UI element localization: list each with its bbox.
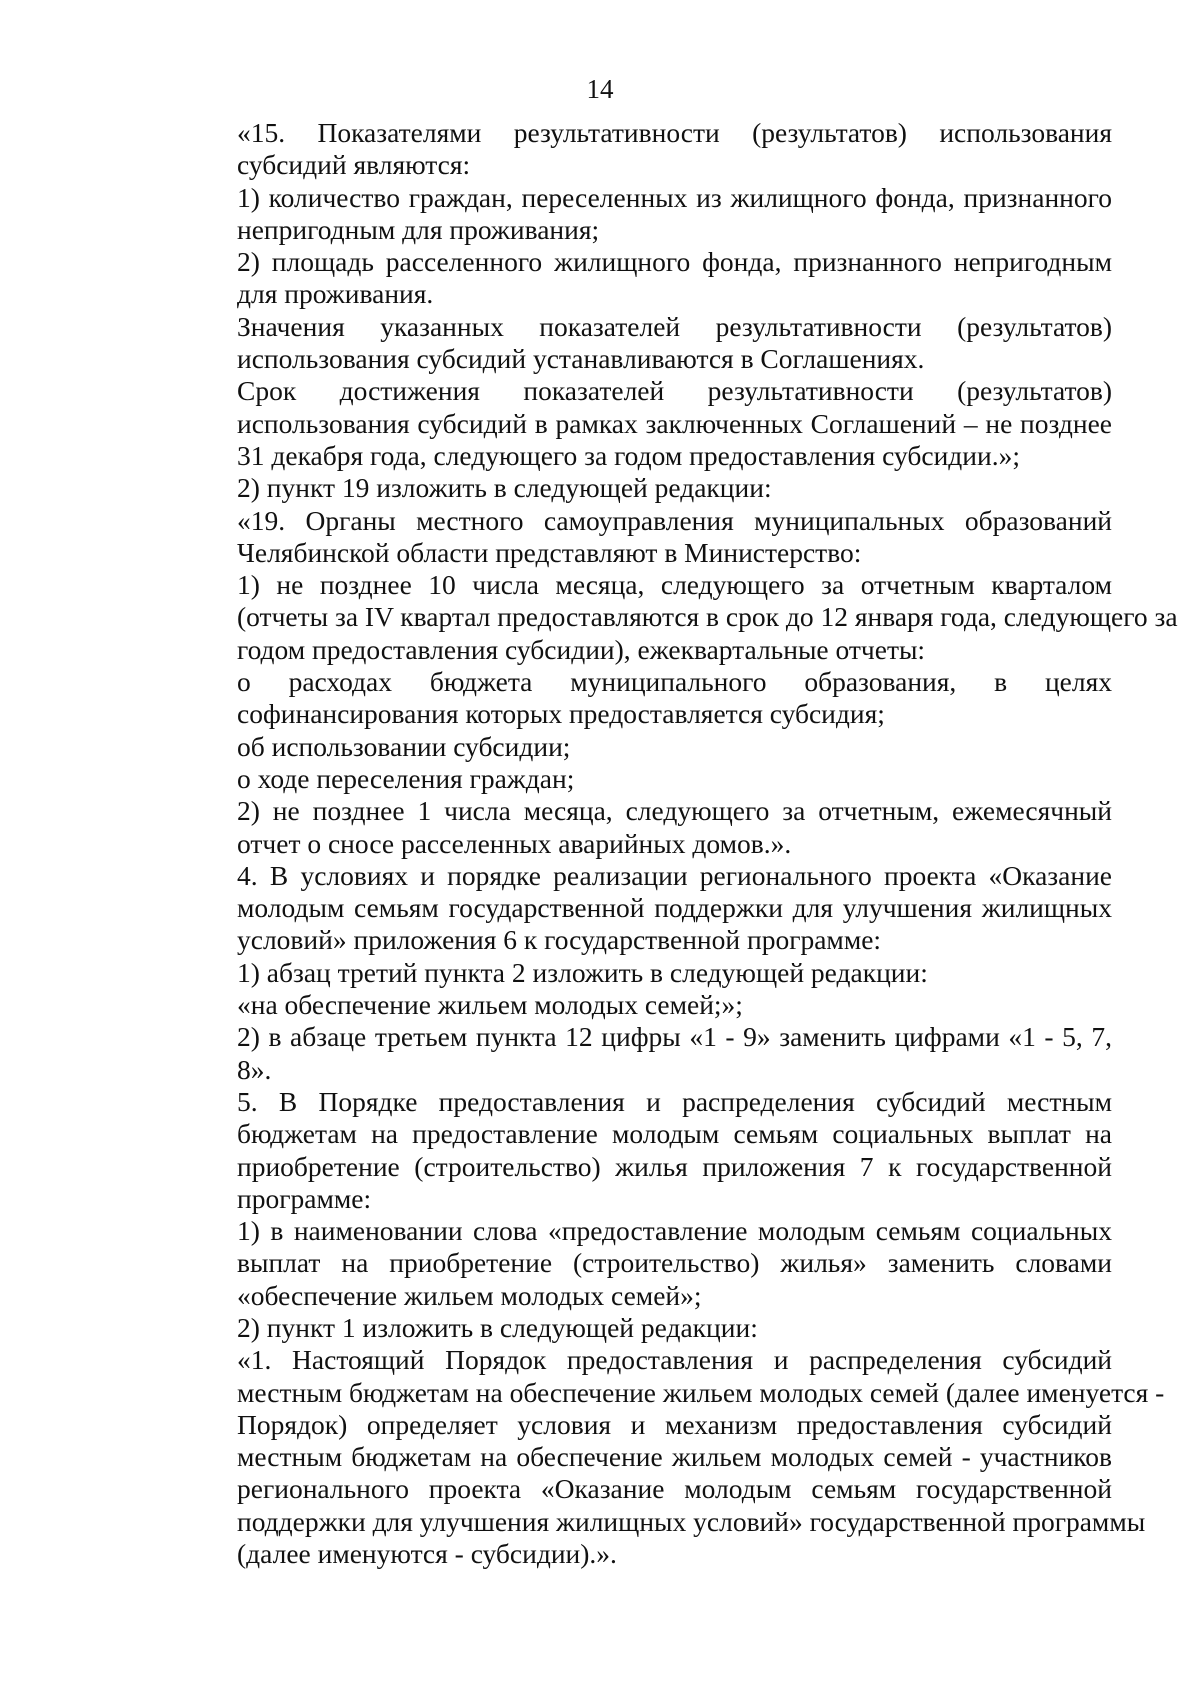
text-line: использования субсидий в рамках заключенных Соглашений – не позднее <box>237 407 1112 439</box>
paragraph <box>167 182 1112 247</box>
text-line: об использовании субсидии; <box>237 730 571 762</box>
text-line: для проживания. <box>237 278 434 310</box>
paragraph <box>167 375 1112 472</box>
text-line: непригодным для проживания; <box>237 213 600 245</box>
text-line: 2) пункт 1 изложить в следующей редакции: <box>237 1311 758 1343</box>
paragraph <box>167 246 1112 311</box>
paragraph <box>167 1215 1112 1312</box>
text-line: бюджетам на предоставление молодым семьям социальных выплат на <box>237 1118 1112 1150</box>
text-line: Значения указанных показателей результативности (результатов) <box>237 310 1112 342</box>
text-line: Срок достижения показателей результативности (результатов) <box>237 375 1112 407</box>
text-line: местным бюджетам на обеспечение жильем молодых семей - участников <box>237 1441 1112 1473</box>
text-line: местным бюджетам на обеспечение жильем молодых семей (далее именуется - <box>237 1376 1165 1408</box>
text-line: молодым семьям государственной поддержки для улучшения жилищных <box>237 892 1112 924</box>
text-line: 2) пункт 19 изложить в следующей редакции: <box>237 472 772 504</box>
text-line: «1. Настоящий Порядок предоставления и распределения субсидий <box>237 1344 1112 1376</box>
paragraph <box>167 1312 1112 1344</box>
text-line: 1) в наименовании слова «предоставление молодым семьям социальных <box>237 1215 1112 1247</box>
text-line: «обеспечение жильем молодых семей»; <box>237 1279 702 1311</box>
text-line: Порядок) определяет условия и механизм предоставления субсидий <box>237 1408 1112 1440</box>
paragraph <box>167 989 1112 1021</box>
paragraph <box>167 311 1112 376</box>
paragraph <box>167 1344 1165 1570</box>
paragraph <box>167 731 1112 763</box>
text-line: программе: <box>237 1182 372 1214</box>
text-line: 8». <box>237 1053 272 1085</box>
paragraph <box>167 1021 1112 1086</box>
text-line: отчет о сносе расселенных аварийных домов.». <box>237 827 792 859</box>
text-line: (отчеты за IV квартал предоставляются в срок до 12 января года, следующего за <box>237 601 1178 633</box>
paragraph <box>167 1086 1112 1215</box>
text-line: 1) количество граждан, переселенных из жилищного фонда, признанного <box>237 181 1112 213</box>
text-line: софинансирования которых предоставляется субсидия; <box>237 698 885 730</box>
text-line: 2) не позднее 1 числа месяца, следующего за отчетным, ежемесячный <box>237 795 1112 827</box>
text-line: о ходе переселения граждан; <box>237 762 575 794</box>
text-line: условий» приложения 6 к государственной программе: <box>237 924 882 956</box>
paragraph <box>167 569 1178 666</box>
text-line: 31 декабря года, следующего за годом предоставления субсидии.»; <box>237 439 1020 471</box>
text-line: «на обеспечение жильем молодых семей;»; <box>237 989 743 1021</box>
text-line: 1) абзац третий пункта 2 изложить в следующей редакции: <box>237 956 928 988</box>
text-line: 5. В Порядке предоставления и распределения субсидий местным <box>237 1085 1112 1117</box>
text-line: поддержки для улучшения жилищных условий» государственной программы <box>237 1505 1146 1537</box>
text-line: (далее именуются - субсидии).». <box>237 1538 617 1570</box>
text-line: выплат на приобретение (строительство) жилья» заменить словами <box>237 1247 1112 1279</box>
text-line: 4. В условиях и порядке реализации регионального проекта «Оказание <box>237 859 1112 891</box>
text-line: приобретение (строительство) жилья приложения 7 к государственной <box>237 1150 1112 1182</box>
text-line: «19. Органы местного самоуправления муниципальных образований <box>237 504 1112 536</box>
text-line: 2) площадь расселенного жилищного фонда, признанного непригодным <box>237 246 1112 278</box>
paragraph <box>167 860 1112 957</box>
text-line: регионального проекта «Оказание молодым семьям государственной <box>237 1473 1112 1505</box>
paragraph <box>167 117 1112 182</box>
paragraph <box>167 957 1112 989</box>
paragraph <box>167 763 1112 795</box>
page-number: 14 <box>586 74 614 104</box>
paragraph <box>167 472 1112 504</box>
text-line: Челябинской области представляют в Министерство: <box>237 536 862 568</box>
text-line: «15. Показателями результативности (результатов) использования <box>237 117 1112 148</box>
text-line: 2) в абзаце третьем пункта 12 цифры «1 - 9» заменить цифрами «1 - 5, 7, <box>237 1021 1112 1053</box>
text-line: о расходах бюджета муниципального образования, в целях <box>237 666 1112 698</box>
paragraph <box>167 795 1112 860</box>
text-line: годом предоставления субсидии), ежеквартальные отчеты: <box>237 633 926 665</box>
text-line: субсидий являются: <box>237 149 471 181</box>
text-line: 1) не позднее 10 числа месяца, следующего за отчетным кварталом <box>237 569 1112 601</box>
paragraph <box>167 666 1112 731</box>
document-body <box>167 117 1178 1570</box>
text-line: использования субсидий устанавливаются в Соглашениях. <box>237 343 925 375</box>
paragraph <box>167 505 1112 570</box>
